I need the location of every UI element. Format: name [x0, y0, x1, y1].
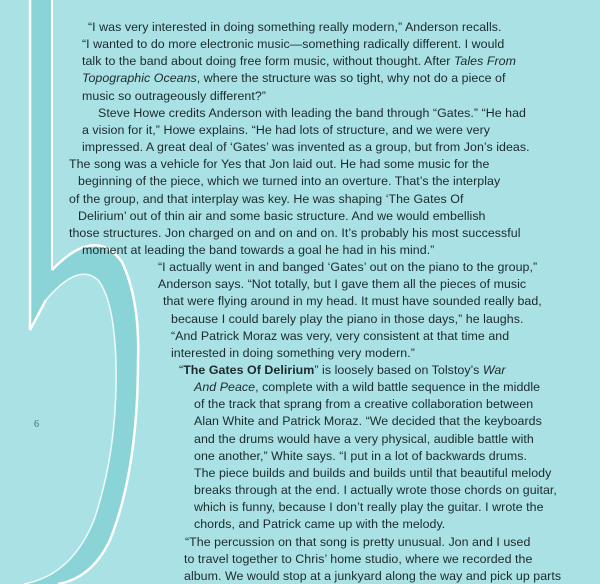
text-line — [194, 431, 534, 447]
page-number: 6 — [34, 419, 39, 430]
text-line — [98, 105, 526, 121]
text-segment: because I could barely play the piano in those days,” he laughs. — [171, 311, 524, 326]
text-line — [194, 379, 540, 395]
text-line — [194, 482, 557, 498]
text-line — [194, 413, 542, 429]
text-segment: chords, and Patrick came up with the melody. — [194, 517, 446, 532]
text-segment: that were flying around in my head. It must have sounded really bad, — [163, 294, 542, 309]
text-line — [185, 534, 530, 550]
text-line — [184, 568, 561, 584]
text-segment: Delirium’ out of thin air and some basic structure. And we would embellish — [78, 208, 486, 223]
text-segment: Anderson says. “Not totally, but I gave them all the pieces of music — [158, 277, 527, 292]
text-segment: ” is loosely based on Tolstoy’s — [314, 363, 483, 377]
text-line — [194, 516, 445, 532]
text-line — [171, 311, 523, 327]
text-segment: “I actually went in and banged ‘Gates’ out on the piano to the group,” — [158, 260, 538, 275]
text-segment: talk to the band about doing free form music, without thought. After — [82, 54, 454, 69]
text-line — [69, 225, 521, 241]
text-line — [194, 448, 527, 464]
text-segment: Steve Howe credits Anderson with leading the band through “Gates.” “He had — [98, 105, 526, 120]
text-line — [82, 36, 504, 52]
text-segment: a vision for it,” Howe explains. “He had lots of structure, and we were very — [82, 122, 491, 137]
text-segment: breaks through at the end. I actually wrote those chords on guitar, — [194, 483, 557, 498]
text-segment: music so outrageously different?” — [82, 88, 266, 103]
text-segment: those structures. Jon charged on and on and on. It’s probably his most successful — [69, 225, 521, 240]
text-line — [78, 173, 500, 189]
text-line — [179, 362, 506, 378]
text-segment: beginning of the piece, which we turned into an overture. That’s the interplay — [78, 174, 501, 189]
text-line — [82, 242, 434, 258]
text-segment: “And Patrick Moraz was very, very consistent at that time and — [171, 328, 510, 343]
text-segment: moment at leading the band towards a goal he had in his mind.” — [82, 242, 435, 257]
text-line — [88, 19, 502, 35]
text-line — [194, 465, 551, 481]
text-segment: impressed. A great deal of ‘Gates’ was invented as a group, but from Jon’s ideas. — [82, 140, 530, 155]
text-line — [171, 328, 509, 344]
text-segment: The piece builds and builds and builds until that beautiful melody — [194, 465, 552, 480]
text-segment: The song was a vehicle for Yes that Jon laid out. He had some music for the — [69, 157, 490, 172]
text-line — [184, 551, 532, 567]
text-segment: which is funny, because I don’t really play the guitar. I wrote the — [194, 500, 544, 515]
text-line — [82, 122, 490, 138]
text-segment: and the drums would have a very physical, audible battle with — [194, 431, 534, 446]
text-line — [69, 156, 489, 172]
text-segment: interested in doing something very modern.” — [171, 345, 415, 360]
text-line — [194, 499, 544, 515]
text-segment: of the track that sprang from a creative collaboration between — [194, 397, 534, 412]
text-line — [194, 396, 533, 412]
text-line — [69, 191, 463, 207]
italic-title-text: Topographic Oceans — [82, 71, 197, 86]
text-line — [82, 70, 505, 86]
text-line — [82, 53, 516, 69]
text-line — [82, 139, 530, 155]
italic-title-text: And Peace — [194, 380, 256, 395]
text-segment: , complete with a wild battle sequence in the middle — [255, 380, 541, 395]
text-line — [158, 276, 526, 292]
italic-title-text: Tales From — [453, 54, 516, 69]
text-line — [171, 345, 415, 361]
italic-title-text: War — [482, 363, 506, 377]
text-line — [78, 208, 486, 224]
text-line — [163, 293, 542, 309]
text-segment: , where the structure was so tight, why not do a piece of — [196, 71, 506, 86]
text-segment: album. We would stop at a junkyard along the way and pick up parts — [184, 568, 562, 583]
text-segment: “I was very interested in doing something really modern,” Anderson recalls. — [88, 20, 502, 34]
text-segment: of the group, and that interplay was key. He was shaping ‘The Gates Of — [69, 191, 464, 206]
bold-title-text: The Gates Of Delirium — [183, 363, 315, 377]
text-line — [158, 259, 537, 275]
text-segment: “ — [179, 363, 184, 377]
text-segment: “The percussion on that song is pretty unusual. Jon and I used — [185, 534, 531, 549]
text-segment: one another,” White says. “I put in a lot of backwards drums. — [194, 448, 527, 463]
text-line — [82, 88, 266, 104]
text-segment: Alan White and Patrick Moraz. “We decided that the keyboards — [194, 414, 542, 429]
text-segment: “I wanted to do more electronic music—something radically different. I would — [82, 37, 505, 52]
text-segment: to travel together to Chris’ home studio, where we recorded the — [184, 551, 533, 566]
